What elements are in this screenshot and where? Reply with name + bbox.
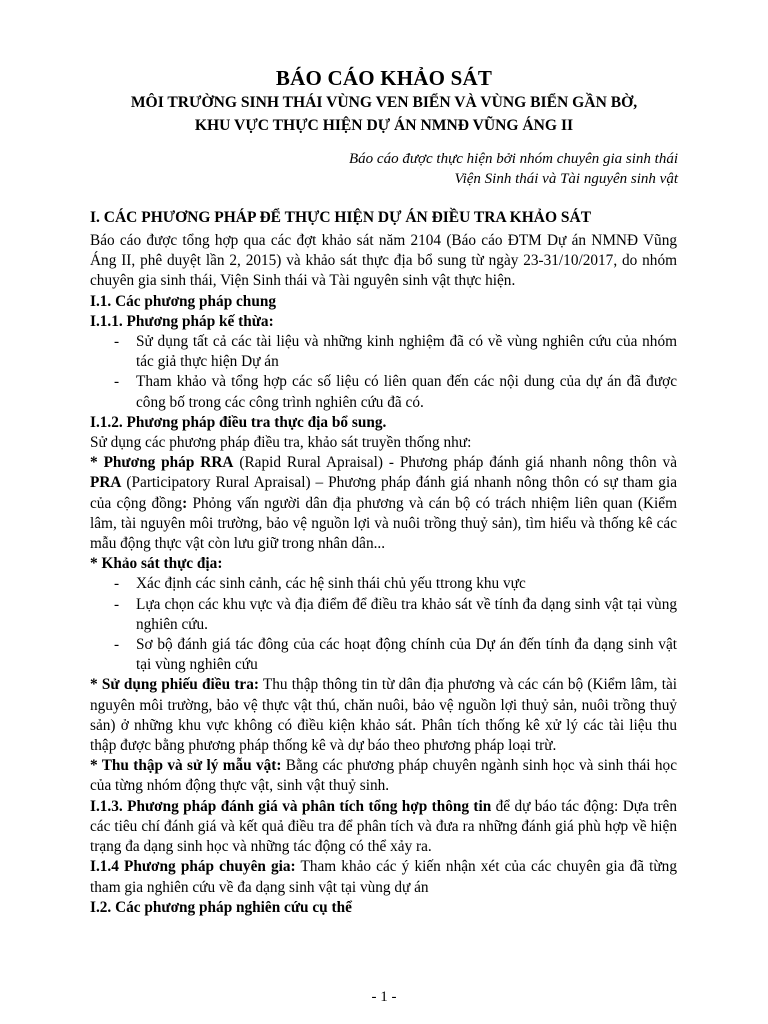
sample-processing-text: Bằng các phương pháp chuyên ngành sinh học và sinh thái học của từng nhóm động thực vật, sinh vật thuỷ sinh. [90, 757, 677, 795]
rra-pra-paragraph [90, 453, 677, 554]
report-subtitle-line-2: KHU VỰC THỰC HIỆN DỰ ÁN NMNĐ VŨNG ÁNG II [194, 117, 574, 134]
section-1-1-4-label: I.1.4 Phương pháp chuyên gia: [90, 858, 296, 876]
inheritance-method-list [90, 332, 677, 413]
list-item-text: Xác định các sinh cảnh, các hệ sinh thái chủ yếu ttrong khu vực [136, 575, 526, 593]
section-1-1-heading: I.1. Các phương pháp chung [90, 292, 276, 310]
section-1-1-3-text: để dự báo tác động: Dựa trên các tiêu chí đánh giá và kết quả điều tra để phân tích và đưa ra những đánh giá phù hợp về hiện trạng đa dạng sinh học và những tác động có thể xảy ra. [90, 797, 677, 856]
section-1-1-4-text: Tham khảo các ý kiến nhận xét của các chuyên gia đã từng tham gia nghiên cứu về đa dạng sinh vật tại vùng dự án [90, 858, 677, 896]
field-survey-intro: Sử dụng các phương pháp điều tra, khảo sát truyền thống như: [90, 434, 472, 452]
questionnaire-label: * Sử dụng phiếu điều tra: [90, 676, 259, 694]
list-item [90, 574, 677, 594]
rra-text-2: (Participatory Rural Apraisal) – Phương pháp đánh giá nhanh nông thôn có sự tham gia của cộng đồng [90, 474, 677, 512]
pra-label: PRA [90, 474, 122, 492]
section-1-2-heading: I.2. Các phương pháp nghiên cứu cụ thể [90, 898, 352, 916]
section-1-1-3-label: I.1.3. Phương pháp đánh giá và phân tích tổng hợp thông tin [90, 797, 492, 815]
questionnaire-text: Thu thập thông tin từ dân địa phương và các cán bộ (Kiểm lâm, tài nguyên môi trường, bảo vệ thực vật thú, chăn nuôi, bảo vệ nguồn lợi thuỷ sản, nuôi trồng thuỷ sản) ở những khu vực không có điều kiện khảo sát. Phân tích thống kê xử lý các tài liệu thu thập được bằng phương pháp thống kê và dự báo theo phương pháp loại trừ. [90, 676, 677, 755]
rra-colon: : [182, 494, 188, 512]
dash-bullet: - [114, 373, 120, 391]
section-1-1-4-paragraph [90, 857, 677, 897]
credit-line-2: Viện Sinh thái và Tài nguyên sinh vật [454, 171, 678, 187]
credit-line-1: Báo cáo được thực hiện bởi nhóm chuyên gia sinh thái [349, 151, 678, 167]
section-1-heading: I. CÁC PHƯƠNG PHÁP ĐỂ THỰC HIỆN DỰ ÁN ĐIỀU TRA KHẢO SÁT [90, 209, 592, 226]
list-item [90, 635, 677, 675]
list-item [90, 595, 677, 635]
section-1-1-3-paragraph [90, 797, 677, 858]
list-item-text: Sử dụng tất cả các tài liệu và những kinh nghiệm đã có về vùng nghiên cứu của nhóm tác giả thực hiện Dự án [136, 333, 677, 371]
list-item-text: Tham khảo và tổng hợp các số liệu có liên quan đến các nội dung của dự án đã được công bố trong các công trình nghiên cứu đã có. [136, 373, 677, 411]
dash-bullet: - [114, 595, 120, 613]
section-1-1-2-heading: I.1.2. Phương pháp điều tra thực địa bổ sung. [90, 413, 387, 431]
document-body [90, 205, 677, 918]
rra-text-1: (Rapid Rural Apraisal) - Phương pháp đánh giá nhanh nông thôn và [233, 454, 677, 472]
list-item-text: Sơ bộ đánh giá tác đông của các hoạt động chính của Dự án đến tính đa dạng sinh vật tại vùng nghiên cứu [136, 636, 677, 674]
list-item-text: Lựa chọn các khu vực và địa điểm để điều tra khảo sát về tính đa dạng sinh vật tại vùng nghiên cứu. [136, 595, 677, 633]
list-item [90, 332, 677, 372]
report-title: BÁO CÁO KHẢO SÁT [275, 66, 493, 90]
rra-text-3: Phỏng vấn người dân địa phương và cán bộ có trách nhiệm liên quan (Kiểm lâm, tài nguyên môi trường, bảo vệ nguồn lợi và nuôi trồng thuỷ sản), tìm hiểu và thống kê các mẫu động thực vật còn lưu giữ trong nhân dân... [90, 494, 677, 553]
sample-processing-label: * Thu thập và sử lý mẫu vật: [90, 757, 282, 775]
report-subtitle-line-1: MÔI TRƯỜNG SINH THÁI VÙNG VEN BIỂN VÀ VÙNG BIỂN GẦN BỜ, [130, 94, 638, 111]
dash-bullet: - [114, 575, 120, 593]
rra-label: * Phương pháp RRA [90, 454, 234, 472]
field-survey-list [90, 574, 677, 675]
questionnaire-paragraph [90, 675, 677, 756]
dash-bullet: - [114, 333, 120, 351]
page-number: - 1 - [371, 989, 397, 1005]
sample-processing-paragraph [90, 756, 677, 796]
dash-bullet: - [114, 636, 120, 654]
list-item [90, 372, 677, 412]
field-survey-label: * Khảo sát thực địa: [90, 555, 223, 573]
section-1-intro: Báo cáo được tổng hợp qua các đợt khảo sát năm 2104 (Báo cáo ĐTM Dự án NMNĐ Vũng Áng II, phê duyệt lần 2, 2015) và khảo sát thực địa bổ sung từ ngày 23-31/10/2017, do nhóm chuyên gia sinh thái, Viện Sinh thái và Tài nguyên sinh vật thực hiện. [90, 232, 677, 290]
section-1-1-1-heading: I.1.1. Phương pháp kế thừa: [90, 312, 274, 330]
